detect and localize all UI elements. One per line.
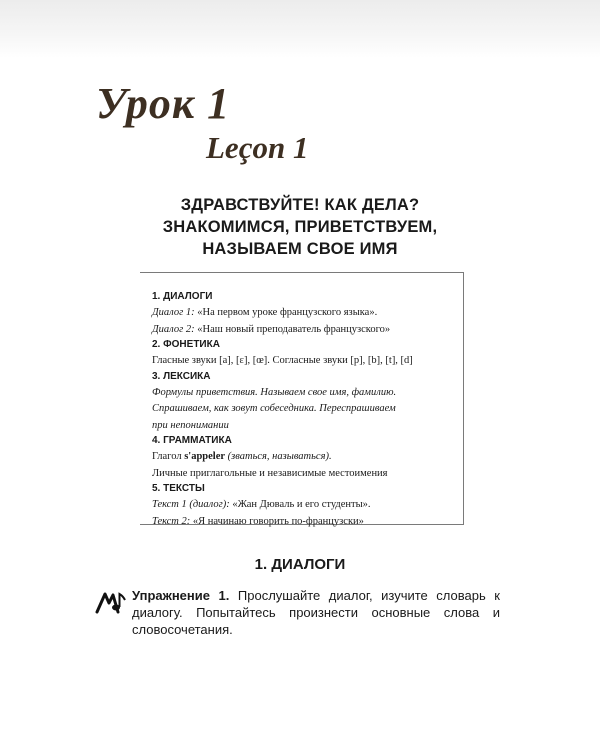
contents-label: Диалог 2: bbox=[152, 323, 195, 335]
contents-note: (зваться, называться). bbox=[225, 451, 332, 462]
contents-section-phonetics bbox=[152, 338, 463, 370]
contents-line: Формулы приветствия. Называем свое имя, фамилию. bbox=[152, 386, 397, 398]
contents-section-head: 2. ФОНЕТИКА bbox=[152, 339, 220, 350]
contents-term: s'appeler bbox=[184, 451, 226, 462]
contents-section-texts bbox=[152, 482, 463, 530]
contents-line bbox=[152, 514, 463, 531]
contents-label: Диалог 1: bbox=[152, 307, 195, 318]
contents-section-grammar bbox=[152, 434, 463, 482]
contents-text: «Наш новый преподаватель французского» bbox=[194, 323, 391, 335]
contents-text: «Жан Дюваль и его студенты». bbox=[229, 499, 371, 510]
contents-text: «На первом уроке французского языка». bbox=[194, 307, 378, 318]
contents-label: Текст 1 (диалог): bbox=[152, 499, 230, 510]
contents-label: Текст 2: bbox=[152, 515, 191, 527]
section-title: 1. ДИАЛОГИ bbox=[254, 556, 346, 573]
exercise-text bbox=[132, 587, 500, 638]
exercise-label: Упражнение 1. bbox=[132, 588, 230, 603]
contents-line bbox=[152, 449, 463, 466]
contents-section-head: 3. ЛЕКСИКА bbox=[152, 370, 211, 382]
lesson-title: Урок 1 bbox=[96, 79, 231, 128]
contents-text: Глагол bbox=[152, 451, 185, 462]
lesson-heading bbox=[80, 194, 520, 260]
heading-line: НАЗЫВАЕМ СВОЕ ИМЯ bbox=[202, 240, 398, 258]
contents-line bbox=[152, 497, 463, 514]
contents-section-head: 4. ГРАММАТИКА bbox=[152, 435, 232, 446]
contents-line: Гласные звуки [a], [ɛ], [œ]. Согласные звуки [p], [b], [t], [d] bbox=[152, 355, 413, 366]
contents-line: Личные приглагольные и независимые местоимения bbox=[152, 467, 388, 479]
contents-section-vocabulary bbox=[152, 370, 463, 435]
contents-text: «Я начинаю говорить по-французски» bbox=[190, 515, 364, 527]
heading-line: ЗДРАВСТВУЙТЕ! КАК ДЕЛА? bbox=[180, 196, 420, 214]
contents-line: при непонимании bbox=[152, 419, 229, 431]
top-shadow-band bbox=[0, 0, 600, 58]
contents-section-head: 1. ДИАЛОГИ bbox=[152, 291, 213, 302]
audio-note-icon bbox=[94, 590, 128, 614]
contents-section-dialogues bbox=[152, 290, 463, 338]
heading-line: ЗНАКОМИМСЯ, ПРИВЕТСТВУЕМ, bbox=[162, 218, 438, 236]
contents-line bbox=[152, 305, 463, 322]
contents-section-head: 5. ТЕКСТЫ bbox=[152, 483, 205, 494]
exercise-instruction: Прослушайте диалог, изучите словарь к диалогу. Попытайтесь произнести основные слова и словосочетания. bbox=[132, 588, 500, 637]
contents-line: Спрашиваем, как зовут собеседника. Переспрашиваем bbox=[152, 403, 396, 414]
lesson-subtitle: Leçon 1 bbox=[206, 130, 309, 165]
contents-box bbox=[140, 272, 464, 525]
contents-line bbox=[152, 322, 463, 339]
